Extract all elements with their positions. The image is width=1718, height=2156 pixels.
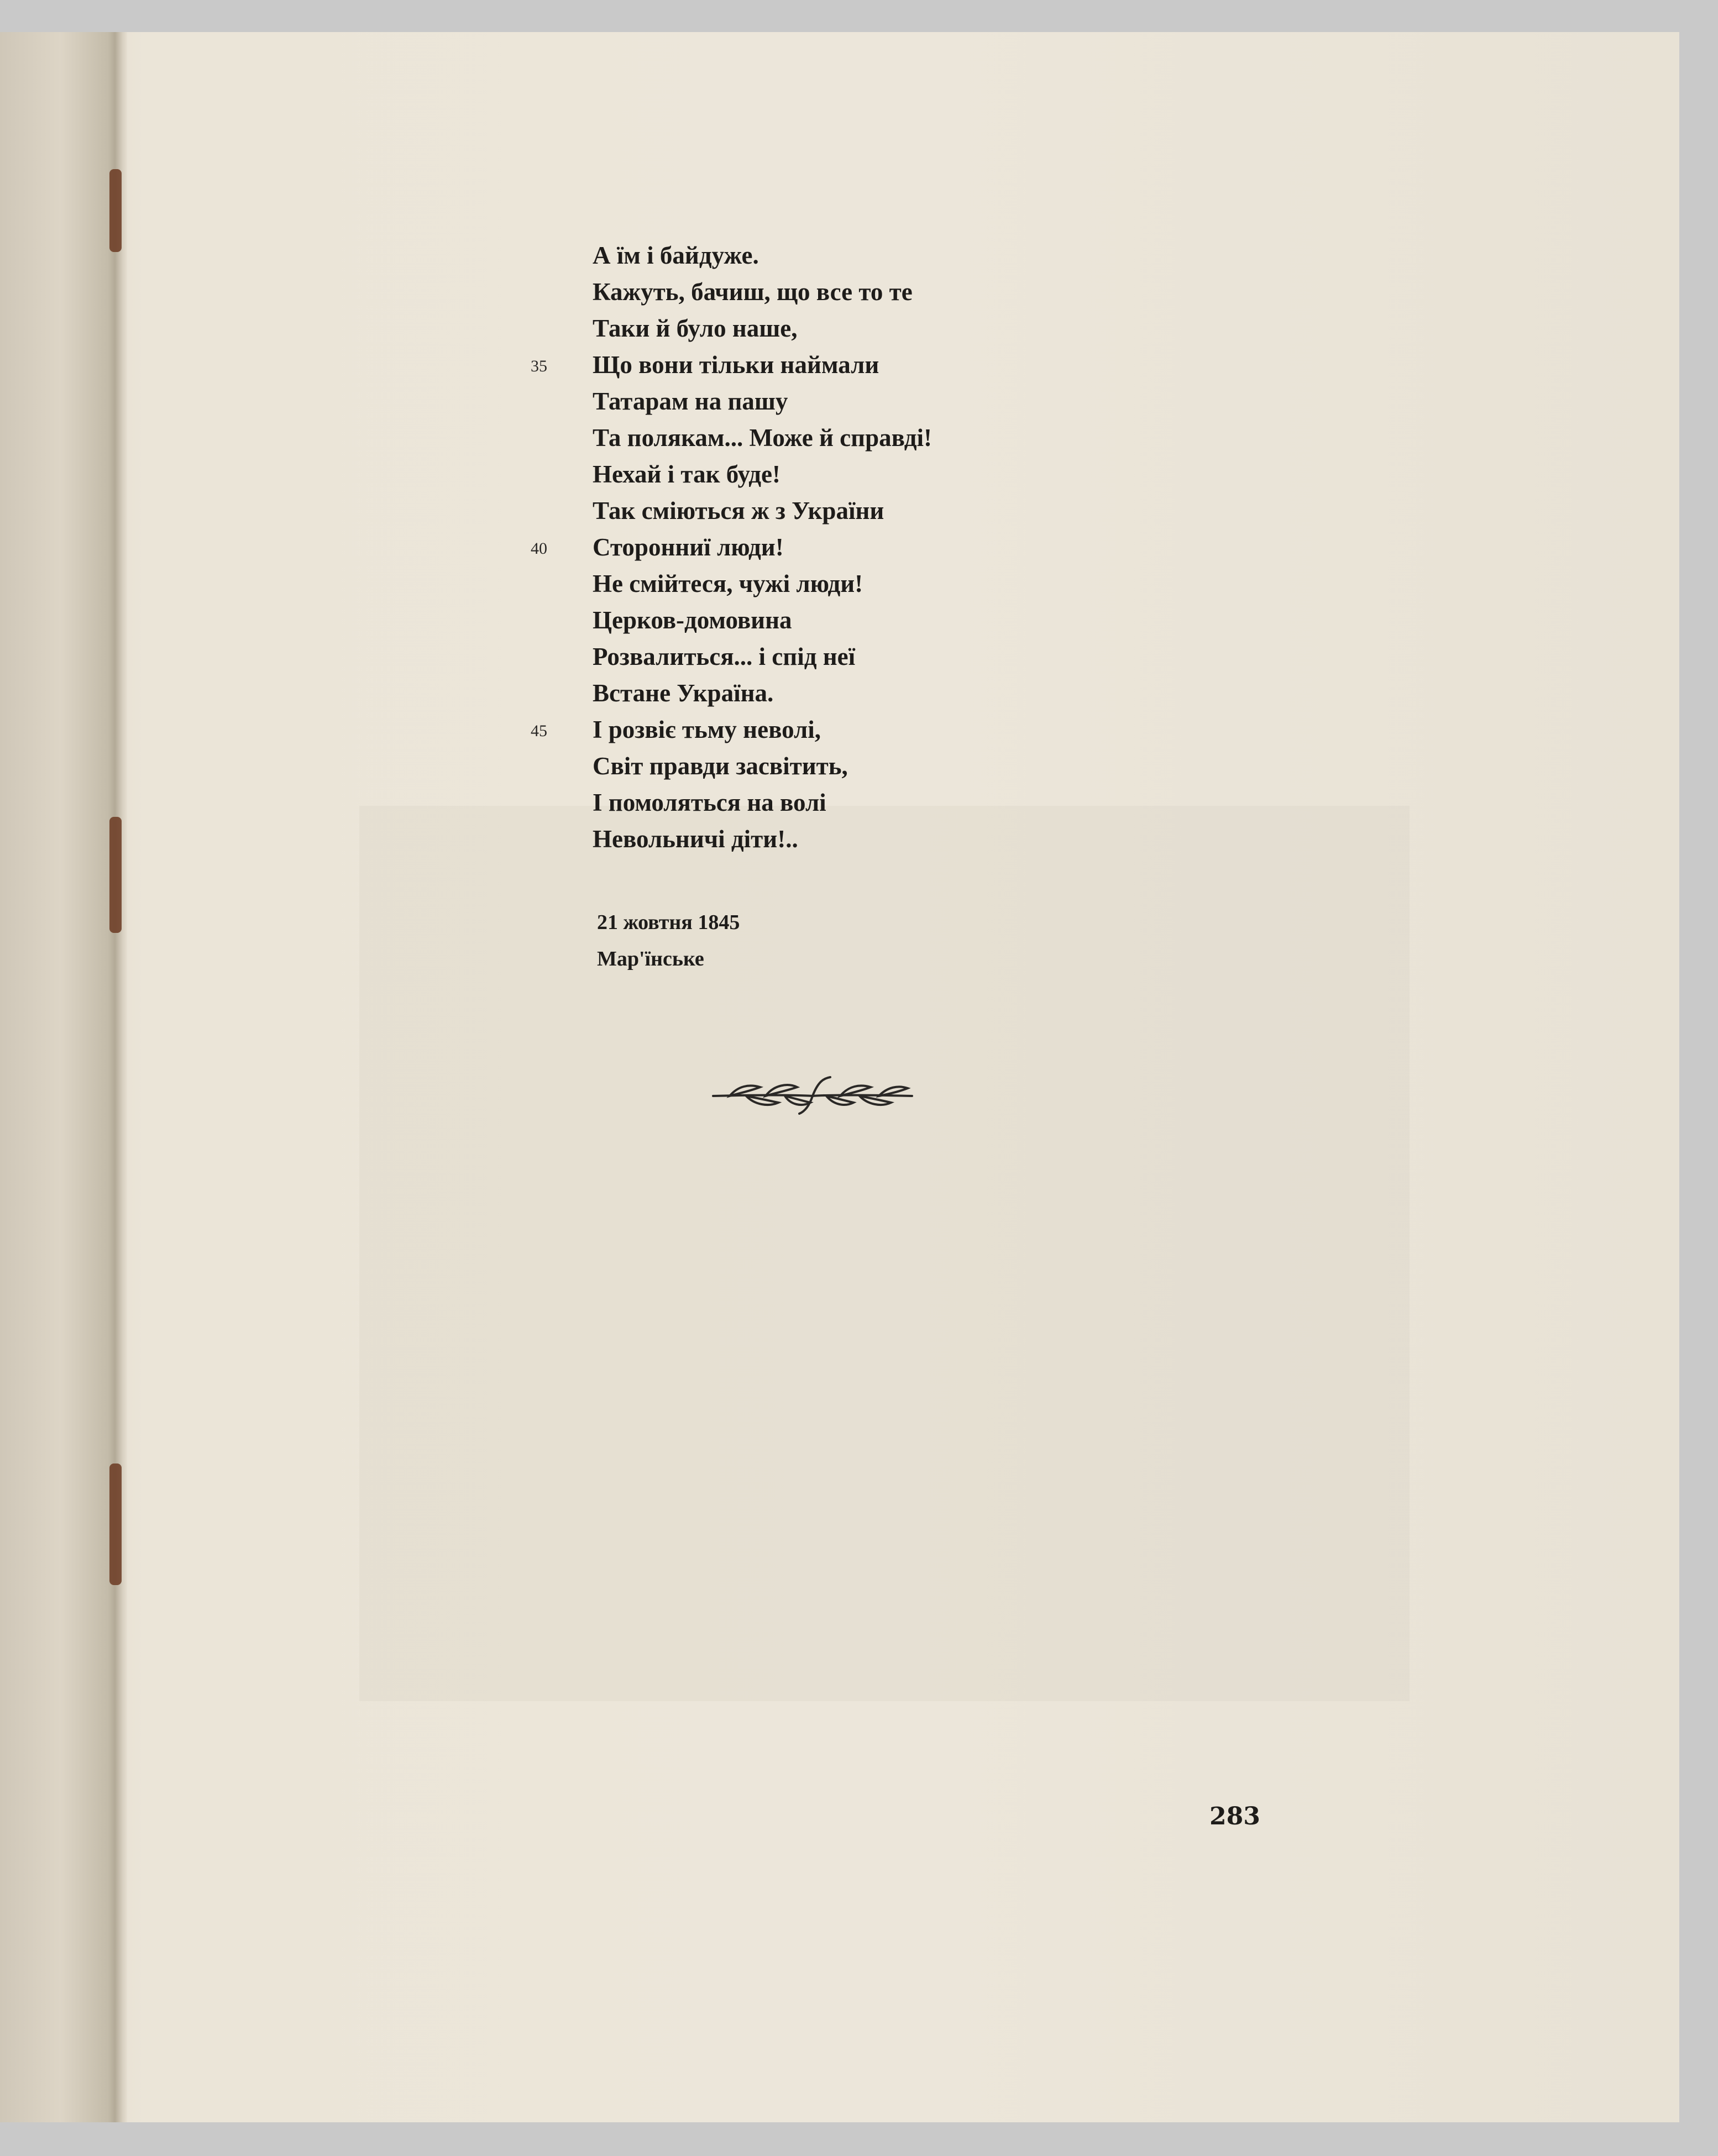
poem-line: Таки й було наше,	[593, 314, 798, 342]
poem-line: Розвалиться... і спід неї	[593, 643, 856, 670]
poem-line: Встане Україна.	[593, 679, 774, 707]
poem-line: А їм і байдуже.	[593, 242, 759, 269]
line-number: 40	[531, 539, 547, 558]
book-page	[0, 32, 1679, 2122]
poem-line: Нехай і так буде!	[593, 460, 781, 488]
poem-line: Татарам на пашу	[593, 387, 788, 415]
line-number: 45	[531, 722, 547, 740]
poem-date: 21 жовтня 1845	[597, 911, 740, 934]
page-number: 283	[1209, 1802, 1260, 1830]
poem-place: Мар'їнське	[597, 947, 704, 971]
poem-line: Світ правди засвітить,	[593, 752, 848, 780]
poem-line: Що вони тільки наймали	[593, 351, 879, 379]
poem-line: І помоляться на волі	[593, 789, 826, 816]
poem-line: Та полякам... Може й справді!	[593, 424, 933, 452]
poem-line: І розвіє тьму неволі,	[593, 716, 821, 743]
binding-stain	[109, 817, 122, 933]
poem-line: Невольничі діти!..	[593, 825, 798, 853]
binding-stain	[109, 169, 122, 252]
binding-stain	[109, 1463, 122, 1585]
laurel-branch-ornament-icon	[708, 1073, 918, 1117]
poem-line: Не смійтеся, чужі люди!	[593, 570, 863, 597]
poem-line: Так сміються ж з України	[593, 497, 884, 524]
poem-line: Кажуть, бачиш, що все то те	[593, 278, 913, 306]
line-number: 35	[531, 357, 547, 375]
poem-line: Церков-домовина	[593, 606, 792, 634]
book-gutter	[0, 32, 127, 2122]
poem-line: Сторонниї люди!	[593, 533, 784, 561]
